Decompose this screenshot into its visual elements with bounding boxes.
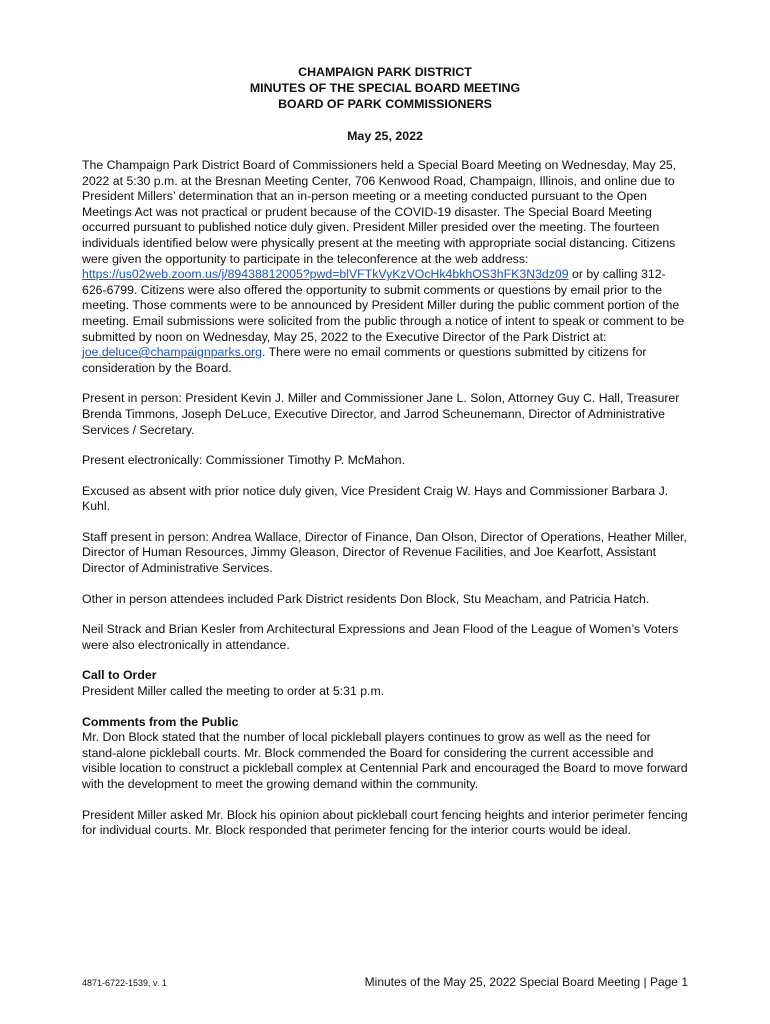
public-comments-section <box>82 715 688 793</box>
header-board: BOARD OF PARK COMMISSIONERS <box>278 97 492 111</box>
email-link[interactable]: joe.deluce@champaignparks.org <box>82 345 262 360</box>
call-to-order-text: President Miller called the meeting to order at 5:31 p.m. <box>82 684 385 699</box>
public-comments-heading: Comments from the Public <box>82 714 239 729</box>
other-attendees: Other in person attendees included Park District residents Don Block, Stu Meacham, and Patricia Hatch. <box>82 591 650 606</box>
staff-present: Staff present in person: Andrea Wallace, Director of Finance, Dan Olson, Director of Operations, Heather Miller, Director of Human Resources, Jimmy Gleason, Director of Revenue Facilities, and Joe Kearfott, Assistant Director of Administrative Services. <box>82 529 687 576</box>
intro-paragraph <box>82 158 688 376</box>
public-comments-followup: President Miller asked Mr. Block his opinion about pickleball court fencing heights and interior perimeter fencing for individual courts. Mr. Block responded that perimeter fencing for the interior courts would be ideal. <box>82 807 688 838</box>
intro-text-continued: or by calling 312-626-6799. Citizens were also offered the opportunity to submit comments or questions by email prior to the meeting. Those comments were to be announced by President Miller during the public comment portion of the meeting. Email submissions were solicited from the public through a notice of intent to speak or comment to be submitted by noon on Wednesday, May 25, 2022 to the Executive Director of the Park District at: <box>82 267 685 344</box>
call-to-order-heading: Call to Order <box>82 668 157 683</box>
document-header <box>82 64 688 112</box>
header-district: CHAMPAIGN PARK DISTRICT <box>298 65 472 79</box>
public-comments-text: Mr. Don Block stated that the number of local pickleball players continues to grow as well as the need for stand-alone pickleball courts. Mr. Block commended the Board for considering the current accessible and visible location to construct a pickleball complex at Centennial Park and encouraged the Board to move forward with the development to meet the growing demand within the community. <box>82 730 688 791</box>
page-footer: Minutes of the May 25, 2022 Special Board Meeting | Page 1 <box>364 975 688 989</box>
intro-text-end: . There were no email comments or questions submitted by citizens for consideration by the Board. <box>82 345 647 375</box>
electronic-attendees: Neil Strack and Brian Kesler from Architectural Expressions and Jean Flood of the League of Women’s Voters were also electronically in attendance. <box>82 622 679 652</box>
call-to-order-section <box>82 668 688 699</box>
present-in-person: Present in person: President Kevin J. Miller and Commissioner Jane L. Solon, Attorney Guy C. Hall, Treasurer Brenda Timmons, Joseph DeLuce, Executive Director, and Jarrod Scheunemann, Director of Administrative Services / Secretary. <box>82 391 680 437</box>
intro-text: The Champaign Park District Board of Commissioners held a Special Board Meeting on Wednesday, May 25, 2022 at 5:30 p.m. at the Bresnan Meeting Center, 706 Kenwood Road, Champaign, Illinois, and online due to President Millers’ determination that an in-person meeting or a meeting conducted pursuant to the Open Meetings Act was not practical or prudent because of the COVID-19 disaster. The Special Board Meeting occurred pursuant to published notice duly given. President Miller presided over the meeting. The fourteen individuals identified below were physically present at the meeting with appropriate social distancing. Citizens were given the opportunity to participate in the teleconference at the web address: <box>82 158 677 266</box>
zoom-link[interactable]: https://us02web.zoom.us/j/89438812005?pwd=blVFTkVyKzVOcHk4bkhOS3hFK3N3dz09 <box>82 267 569 282</box>
excused-absent: Excused as absent with prior notice duly given, Vice President Craig W. Hays and Commissioner Barbara J. Kuhl. <box>82 483 669 514</box>
document-id: 4871-6722-1539, v. 1 <box>82 978 167 988</box>
header-meeting-type: MINUTES OF THE SPECIAL BOARD MEETING <box>249 81 521 95</box>
document-page <box>82 64 688 854</box>
meeting-date: May 25, 2022 <box>347 129 423 143</box>
present-electronically: Present electronically: Commissioner Timothy P. McMahon. <box>82 453 406 468</box>
